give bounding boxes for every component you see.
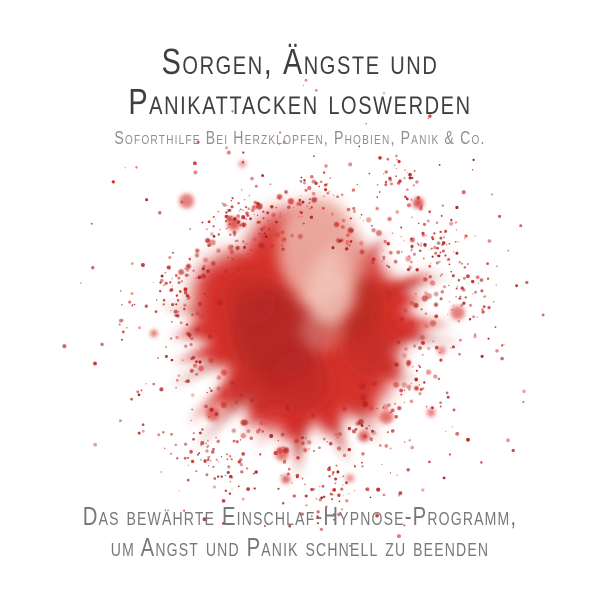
cover-subtitle: Soforthilfe Bei Herzklopfen, Phobien, Panik & Co. [114, 128, 486, 148]
cover-title-line2: Panikattacken loswerden [128, 81, 472, 122]
cover-tagline-line1: Das bewährte Einschlaf-Hypnose-Programm, [82, 501, 518, 531]
cover-title-line1: Sorgen, Ängste und [161, 41, 439, 82]
cover-tagline-line2: um Angst und Panik schnell zu beenden [110, 532, 490, 562]
